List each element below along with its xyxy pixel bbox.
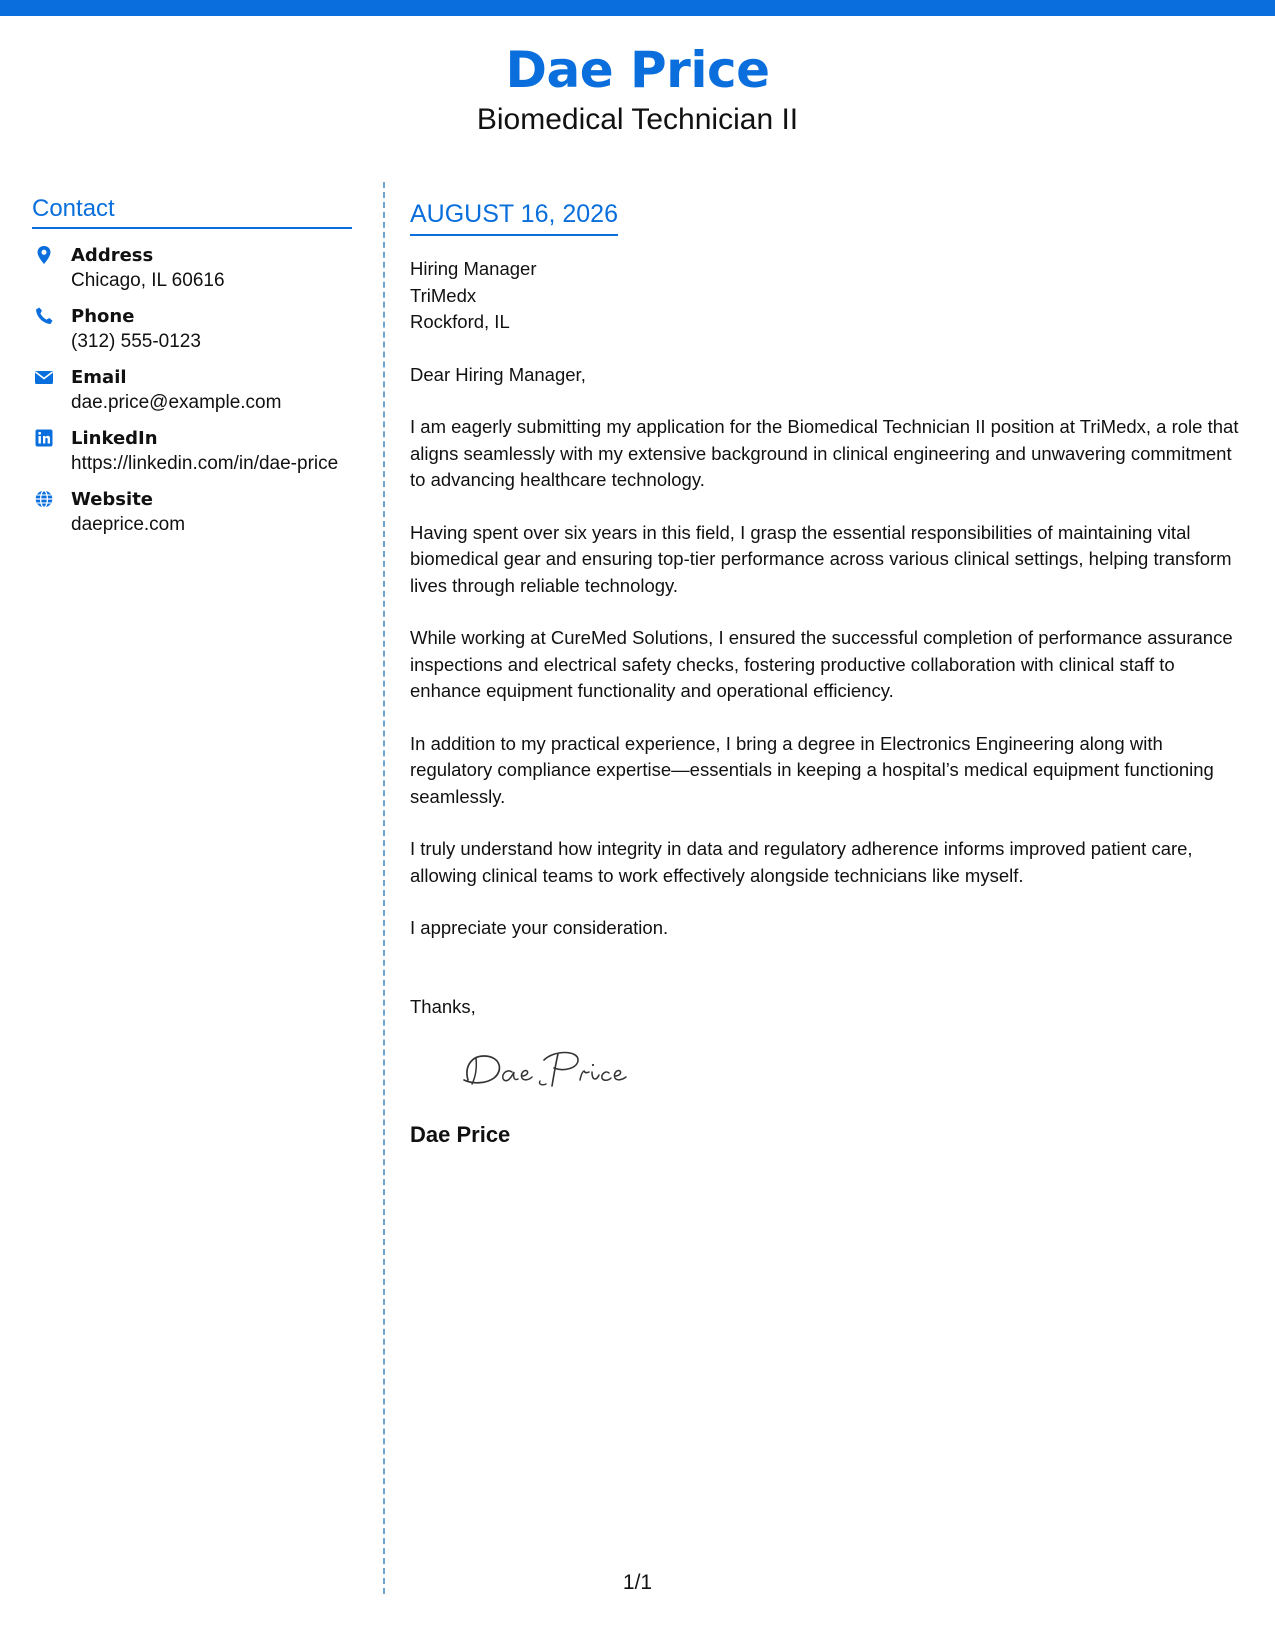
contact-sidebar: [32, 194, 352, 548]
phone-value: (312) 555-0123: [71, 331, 201, 352]
recipient-name: Hiring Manager: [410, 258, 537, 279]
recipient-company: TriMedx: [410, 284, 477, 306]
letter-date: AUGUST 16, 2026: [410, 198, 618, 236]
contact-heading: Contact: [32, 194, 352, 229]
page-number: 1/1: [622, 1571, 653, 1594]
phone-icon: [34, 306, 54, 326]
contact-item-address: [32, 243, 352, 293]
salutation: Dear Hiring Manager,: [410, 363, 586, 385]
globe-icon: [34, 489, 54, 509]
paragraph: Having spent over six years in this field, I grasp the essential responsibilities of maintaining vital biomedical gear and ensuring top-tier performance across various clinical settings, helping transform lives through reliable technology.: [410, 521, 1232, 596]
column-divider: [383, 182, 385, 1594]
contact-item-phone: [32, 304, 352, 354]
signer-name: Dae Price: [410, 1122, 511, 1147]
linkedin-label: LinkedIn: [71, 428, 158, 449]
paragraph: I truly understand how integrity in data and regulatory adherence informs improved patient care, allowing clinical teams to work effectively alongside technicians like myself.: [410, 838, 1193, 886]
website-label: Website: [71, 489, 154, 510]
closing: Thanks,: [410, 995, 476, 1017]
contact-item-website: [32, 487, 352, 537]
map-pin-icon: [34, 245, 54, 265]
website-link[interactable]: daeprice.com: [71, 514, 186, 535]
paragraph: In addition to my practical experience, I bring a degree in Electronics Engineering along with regulatory compliance expertise—essentials in keeping a hospital’s medical equipment functioning seamlessly.: [410, 732, 1214, 807]
top-accent-bar: [0, 0, 1275, 16]
applicant-title: Biomedical Technician II: [476, 103, 799, 136]
paragraph: While working at CureMed Solutions, I ensured the successful completion of performance assurance inspections and electrical safety checks, fostering productive collaboration with clinical staff to enhance equipment functionality and operational efficiency.: [410, 627, 1233, 701]
address-label: Address: [71, 245, 154, 266]
recipient-block: [410, 256, 1250, 336]
email-value: dae.price@example.com: [71, 392, 282, 413]
paragraph: I am eagerly submitting my application for the Biomedical Technician II position at TriMedx, a role that aligns seamlessly with my extensive background in clinical engineering and unwavering commitment to advancing healthcare technology.: [410, 416, 1239, 490]
contact-item-linkedin: [32, 426, 352, 476]
applicant-name: Dae Price: [505, 41, 770, 99]
contact-item-email: [32, 365, 352, 415]
letter-content: [410, 362, 1250, 942]
email-label: Email: [71, 367, 127, 388]
envelope-icon: [34, 367, 54, 387]
letter-body: [410, 198, 1250, 1149]
paragraph: I appreciate your consideration.: [410, 917, 669, 938]
phone-label: Phone: [71, 306, 135, 327]
linkedin-icon: [34, 428, 54, 448]
linkedin-link[interactable]: https://linkedin.com/in/dae-price: [71, 453, 339, 474]
recipient-location: Rockford, IL: [410, 311, 510, 332]
address-value: Chicago, IL 60616: [71, 270, 225, 291]
letter-header: [0, 40, 1275, 138]
handwritten-signature: [454, 1046, 634, 1094]
